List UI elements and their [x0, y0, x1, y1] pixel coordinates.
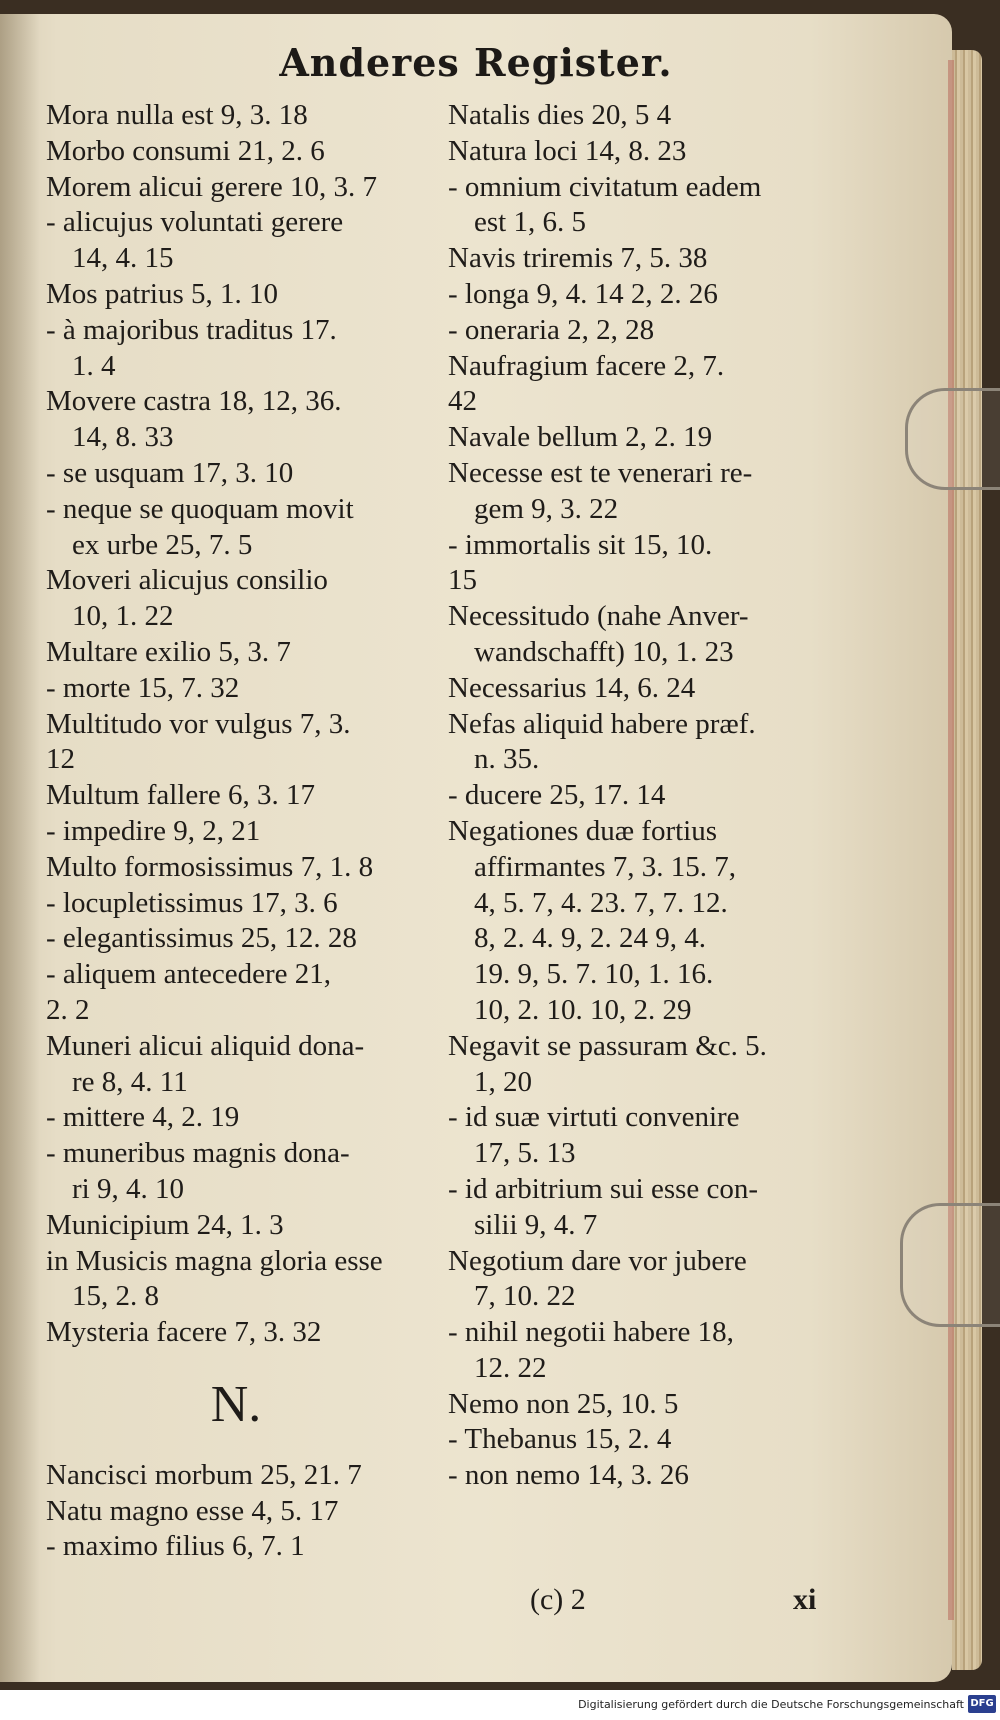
- index-entry: Natalis dies 20, 5 4: [448, 99, 672, 131]
- index-entry: Necessarius 14, 6. 24: [448, 671, 696, 704]
- index-entry: in Musicis magna gloria esse: [46, 1244, 383, 1277]
- left-column: [46, 98, 446, 1565]
- index-entry: 7, 10. 22: [474, 1280, 576, 1313]
- index-entry: Morbo consumi 21, 2. 6: [46, 134, 325, 167]
- index-entry: Multare exilio 5, 3. 7: [46, 635, 291, 668]
- index-entry: Necesse est te venerari re-: [448, 456, 753, 489]
- index-entry: - omnium civitatum eadem: [448, 170, 762, 203]
- index-entry: - locupletissimus 17, 3. 6: [46, 886, 338, 919]
- index-entry: Multo formosissimus 7, 1. 8: [46, 850, 374, 883]
- index-entry: 1, 20: [474, 1065, 532, 1098]
- index-entry: Nancisci morbum 25, 21. 7: [46, 1458, 362, 1491]
- footer-credit: Digitalisierung gefördert durch die Deutsche Forschungsgemeinschaft: [578, 1698, 964, 1711]
- index-entry: 17, 5. 13: [474, 1137, 576, 1170]
- index-entry: ri 9, 4. 10: [72, 1172, 184, 1205]
- index-entry: Mysteria facere 7, 3. 32: [46, 1316, 322, 1349]
- index-entry: Mora nulla est 9, 3. 18: [46, 99, 308, 131]
- index-entry: Negotium dare vor jubere: [448, 1244, 747, 1277]
- page-number: xi: [793, 1583, 817, 1616]
- index-entry: Morem alicui gerere 10, 3. 7: [46, 170, 377, 203]
- index-entry: 15: [448, 564, 477, 597]
- index-entry: - impedire 9, 2, 21: [46, 814, 261, 847]
- index-entry: 2. 2: [46, 993, 90, 1026]
- index-entry: re 8, 4. 11: [72, 1065, 188, 1098]
- index-entry: - neque se quoquam movit: [46, 492, 354, 525]
- index-entry: Nefas aliquid habere præf.: [448, 707, 756, 740]
- index-entry: Negationes duæ fortius: [448, 814, 718, 847]
- index-entry: - nihil negotii habere 18,: [448, 1316, 734, 1349]
- spine-shadow: [0, 14, 40, 1682]
- index-entry: 19. 9, 5. 7. 10, 1. 16.: [474, 958, 714, 991]
- index-entry: - non nemo 14, 3. 26: [448, 1459, 689, 1492]
- right-column: [448, 98, 848, 1494]
- index-entry: - morte 15, 7. 32: [46, 671, 240, 704]
- index-entry: Necessitudo (nahe Anver-: [448, 600, 749, 633]
- index-entry: - maximo filius 6, 7. 1: [46, 1530, 305, 1563]
- index-entry: 42: [448, 385, 477, 418]
- index-entry: Nemo non 25, 10. 5: [448, 1387, 679, 1420]
- index-entry: - immortalis sit 15, 10.: [448, 528, 713, 561]
- index-entry: Naufragium facere 2, 7.: [448, 349, 725, 382]
- index-entry: Navis triremis 7, 5. 38: [448, 242, 708, 275]
- index-entry: 4, 5. 7, 4. 23. 7, 7. 12.: [474, 886, 728, 919]
- dfg-logo: DFG: [968, 1695, 996, 1713]
- index-entry: - Thebanus 15, 2. 4: [448, 1423, 672, 1456]
- index-entry: 10, 1. 22: [72, 600, 174, 633]
- index-entry: 14, 4. 15: [72, 242, 174, 275]
- index-entry: Multum fallere 6, 3. 17: [46, 779, 316, 812]
- index-entry: - alicujus voluntati gerere: [46, 206, 344, 239]
- index-entry: Moveri alicujus consilio: [46, 564, 328, 597]
- section-letter: N.: [210, 1375, 262, 1433]
- index-entry: - ducere 25, 17. 14: [448, 779, 666, 812]
- index-entry: n. 35.: [474, 743, 540, 776]
- red-page-edge: [948, 60, 954, 1620]
- index-entry: 15, 2. 8: [72, 1280, 159, 1313]
- index-entry: - longa 9, 4. 14 2, 2. 26: [448, 277, 718, 310]
- index-entry: - mittere 4, 2. 19: [46, 1101, 240, 1134]
- index-entry: 1. 4: [72, 349, 116, 382]
- index-entry: - à majoribus traditus 17.: [46, 313, 337, 346]
- index-entry: - elegantissimus 25, 12. 28: [46, 922, 357, 955]
- index-entry: affirmantes 7, 3. 15. 7,: [474, 850, 737, 883]
- index-entry: Multitudo vor vulgus 7, 3.: [46, 707, 351, 740]
- index-entry: Movere castra 18, 12, 36.: [46, 385, 342, 418]
- index-entry: Natura loci 14, 8. 23: [448, 134, 687, 167]
- index-entry: - id suæ virtuti convenire: [448, 1101, 740, 1134]
- page-header: Anderes Register.: [279, 40, 673, 85]
- index-entry: 12: [46, 743, 75, 776]
- index-entry: - aliquem antecedere 21,: [46, 958, 332, 991]
- index-entry: 10, 2. 10. 10, 2. 29: [474, 993, 692, 1026]
- index-entry: silii 9, 4. 7: [474, 1208, 598, 1241]
- signature-mark: (c) 2: [530, 1583, 586, 1616]
- index-entry: Negavit se passuram &c. 5.: [448, 1029, 767, 1062]
- index-entry: 12. 22: [474, 1351, 547, 1384]
- index-entry: est 1, 6. 5: [474, 206, 586, 239]
- index-entry: 14, 8. 33: [72, 421, 174, 454]
- paper-clip-icon: [905, 388, 1000, 490]
- footer-bar: [0, 1690, 1000, 1720]
- index-entry: Mos patrius 5, 1. 10: [46, 277, 278, 310]
- index-entry: - oneraria 2, 2, 28: [448, 313, 655, 346]
- index-entry: - se usquam 17, 3. 10: [46, 456, 294, 489]
- index-entry: Muneri alicui aliquid dona-: [46, 1029, 365, 1062]
- index-entry: Municipium 24, 1. 3: [46, 1208, 284, 1241]
- index-entry: - id arbitrium sui esse con-: [448, 1172, 759, 1205]
- index-entry: Navale bellum 2, 2. 19: [448, 421, 713, 454]
- index-entry: 8, 2. 4. 9, 2. 24 9, 4.: [474, 922, 706, 955]
- index-entry: wandschafft) 10, 1. 23: [474, 635, 734, 668]
- paper-clip-icon: [900, 1203, 1000, 1327]
- index-entry: gem 9, 3. 22: [474, 492, 619, 525]
- index-entry: - muneribus magnis dona-: [46, 1137, 350, 1170]
- page-edges: [952, 50, 982, 1670]
- index-entry: Natu magno esse 4, 5. 17: [46, 1494, 339, 1527]
- index-entry: ex urbe 25, 7. 5: [72, 528, 253, 561]
